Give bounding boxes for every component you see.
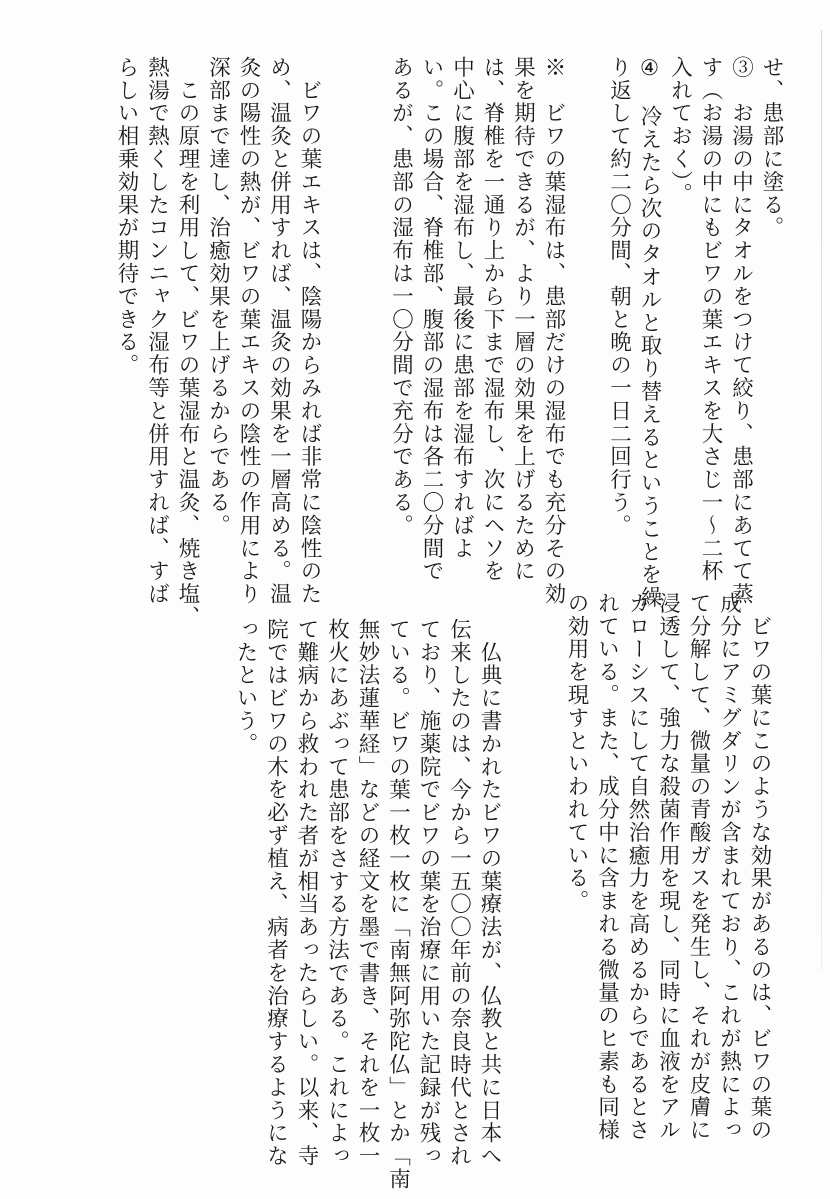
page-edge-shadow	[821, 30, 822, 970]
lower-left-text-block: 仏典に書かれたビワの葉療法が、仏教と共に日本へ 伝来したのは、今から一五〇〇年前の奈良時代とされ ており、施薬院でビワの葉を治療に用いた記録が残っ ている。ビワの葉一枚一枚に「南無阿弥陀仏」とか「南 無妙法蓮華経」などの経文を墨で書き、それを一枚一 枚火にあぶって患部をさする方法である。これによっ て難病から救われた者が相当あったらしい。以来、寺 院ではビワの木を必ず植え、病者を治療するようにな ったという。	[233, 618, 502, 1191]
upper-middle-text-block: ※ ビワの葉湿布は、患部だけの湿布でも充分その効 果を期待できるが、より一層の効果を上げるために は、脊椎を一通り上から下まで湿布し、次にヘソを 中心に腹部を湿布し、最後に患部を湿布すればよ い。この場合、脊椎部、腹部の湿布は各二〇分間で あるが、患部の湿布は一〇分間で充分である。	[388, 56, 566, 606]
upper-left-text-block: ビワの葉エキスは、陰陽からみれば非常に陰性のた め、温灸と併用すれば、温灸の効果を一層高める。温 灸の陽性の熱が、ビワの葉エキスの陰性の作用により 深部まで達し、治癒効果を上げるからである。 この原理を利用して、ビワの葉湿布と温灸、焼き塩、 熱湯で熱くしたコンニャク湿布等と併用すれば、すば らしい相乗効果が期待できる。	[114, 56, 322, 629]
upper-right-text-block: せ、患部に塗る。 ③ お湯の中にタオルをつけて絞り、患部にあてて蒸 す（お湯の中にもビワの葉エキスを大さじ一～二杯 入れておく）。 ④ 冷えたら次のタオルと取り替えるということを繰 り返して約二〇分間、朝と晩の一日二回行う。	[606, 56, 784, 610]
lower-right-text-block: ビワの葉にこのような効果があるのは、ビワの葉の 成分にアミグダリンが含まれており、これが熱によっ て分解して、微量の青酸ガスを発生し、それが皮膚に 浸透して、強力な殺菌作用を現し、同時に血液をアル カローシスにして自然治癒力を高めるからであるとさ れている。また、成分中に含まれる微量のヒ素も同様 の効用を現すといわれている。	[564, 592, 772, 1142]
